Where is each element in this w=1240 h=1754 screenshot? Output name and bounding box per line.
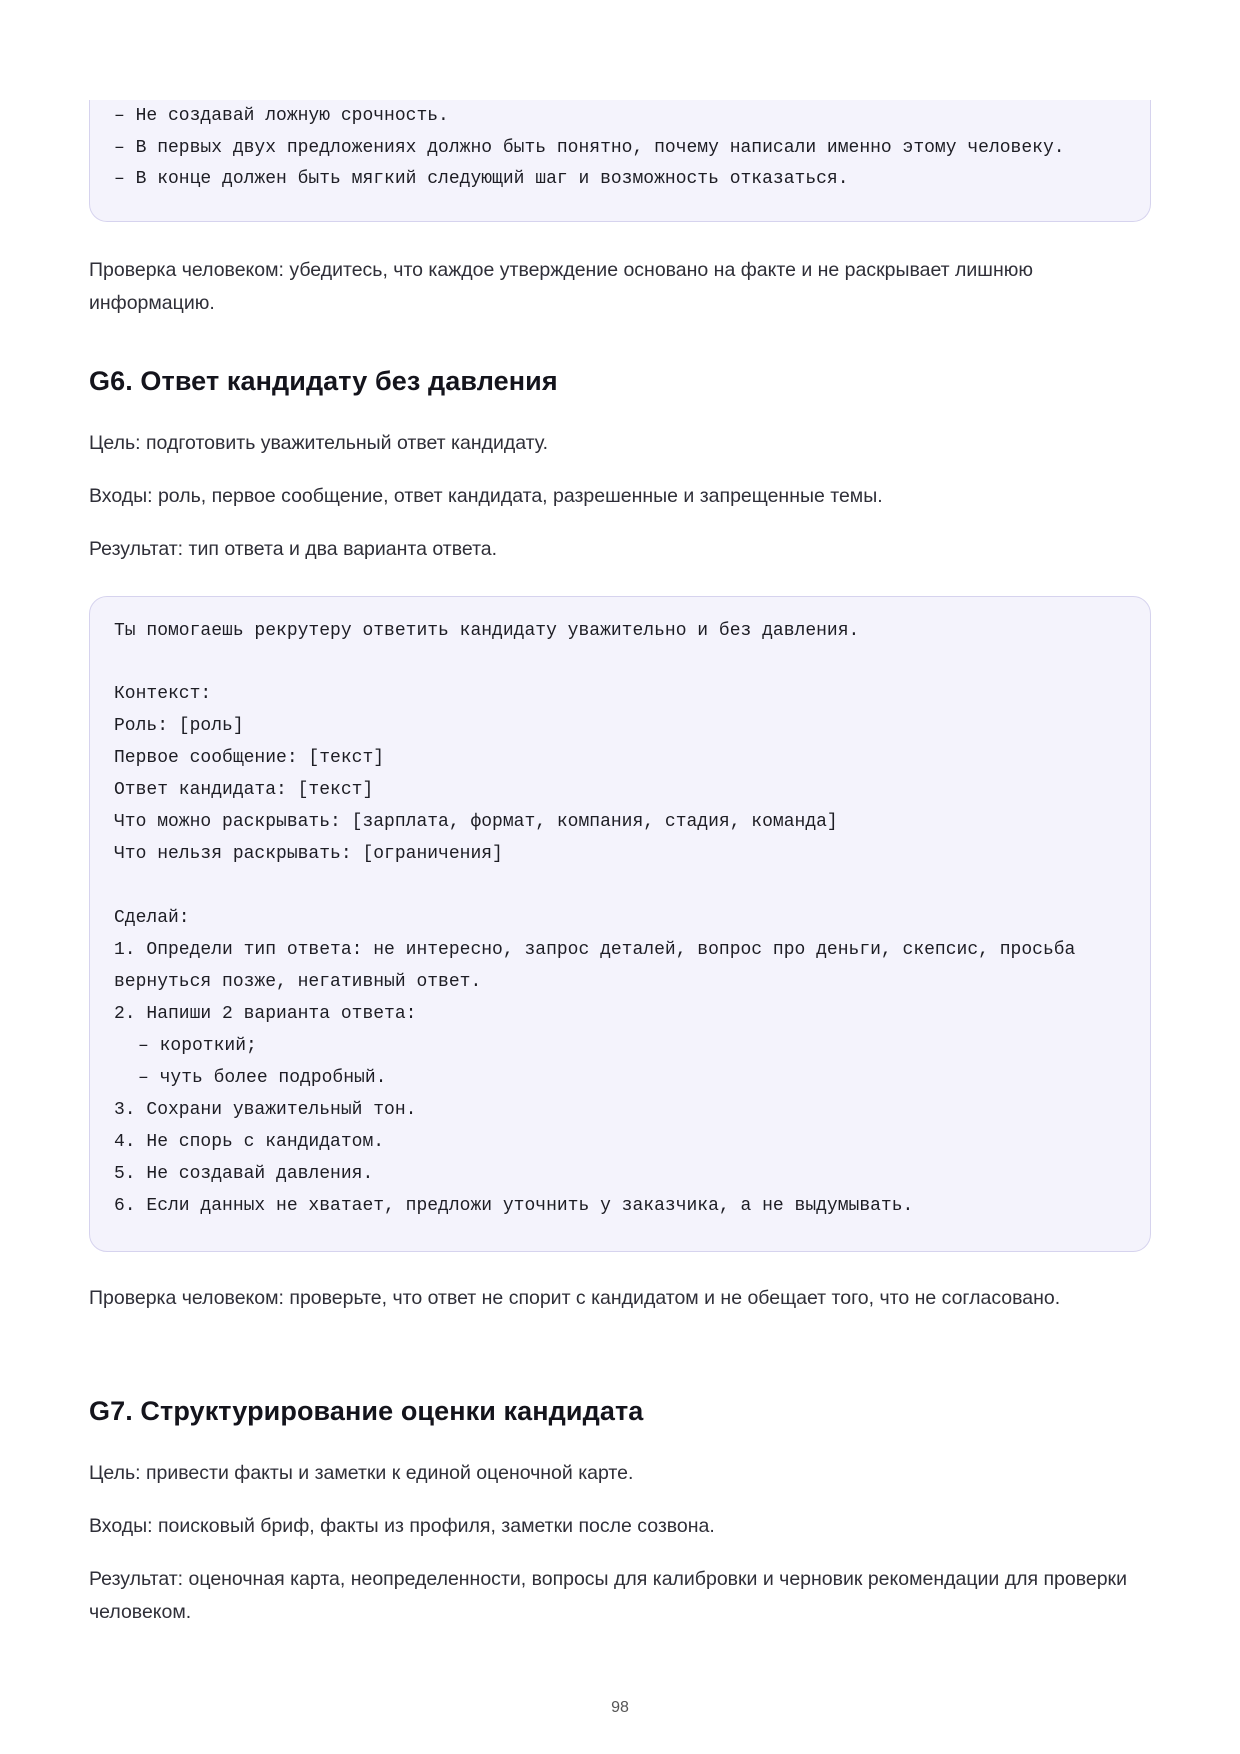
code-line: Первое сообщение: [текст] (114, 748, 385, 768)
code-line: Роль: [роль] (114, 716, 244, 736)
result-paragraph: Результат: тип ответа и два варианта ответа. (89, 538, 498, 560)
inputs-paragraph: Входы: роль, первое сообщение, ответ кандидата, разрешенные и запрещенные темы. (89, 485, 883, 507)
section-heading-g6: G6. Ответ кандидату без давления (89, 366, 558, 396)
code-line: Что можно раскрывать: [зарплата, формат, компания, стадия, команда] (114, 812, 838, 832)
code-line: Ответ кандидата: [текст] (114, 780, 374, 800)
code-line: вернуться позже, негативный ответ. (114, 972, 482, 992)
prompt-block-continued (89, 100, 1151, 222)
section-heading-g7: G7. Структурирование оценки кандидата (89, 1396, 644, 1426)
code-line: Что нельзя раскрывать: [ограничения] (114, 844, 503, 864)
code-line: – В конце должен быть мягкий следующий шаг и возможность отказаться. (114, 169, 849, 189)
code-line: 1. Определи тип ответа: не интересно, запрос деталей, вопрос про деньги, скепсис, просьба (114, 940, 1076, 960)
prompt-block (89, 596, 1151, 1252)
human-check-paragraph: Проверка человеком: проверьте, что ответ не спорит с кандидатом и не обещает того, что не согласовано. (89, 1287, 1061, 1309)
code-line: – чуть более подробный. (138, 1068, 387, 1088)
result-paragraph: Результат: оценочная карта, неопределенности, вопросы для калибровки и черновик рекомендации для проверки человеком. (89, 1568, 1127, 1623)
inputs-paragraph: Входы: поисковый бриф, факты из профиля, заметки после созвона. (89, 1515, 715, 1537)
code-line: Сделай: (114, 908, 190, 928)
code-line: 5. Не создавай давления. (114, 1164, 374, 1184)
code-line: Ты помогаешь рекрутеру ответить кандидату уважительно и без давления. (114, 621, 860, 641)
code-line: – В первых двух предложениях должно быть понятно, почему написали именно этому человеку. (114, 138, 1065, 158)
goal-paragraph: Цель: подготовить уважительный ответ кандидату. (89, 432, 549, 454)
human-check-paragraph: Проверка человеком: убедитесь, что каждое утверждение основано на факте и не раскрывает лишнюю информацию. (89, 259, 1033, 314)
goal-paragraph: Цель: привести факты и заметки к единой оценочной карте. (89, 1462, 634, 1484)
code-line: 6. Если данных не хватает, предложи уточнить у заказчика, а не выдумывать. (114, 1196, 914, 1216)
code-line: – короткий; (138, 1036, 257, 1056)
code-line: Контекст: (114, 684, 212, 704)
code-line: 4. Не спорь с кандидатом. (114, 1132, 385, 1152)
code-line: – Не создавай ложную срочность. (114, 106, 449, 126)
code-line: 3. Сохрани уважительный тон. (114, 1100, 417, 1120)
code-line: 2. Напиши 2 варианта ответа: (114, 1004, 417, 1024)
page-number: 98 (611, 1699, 629, 1716)
